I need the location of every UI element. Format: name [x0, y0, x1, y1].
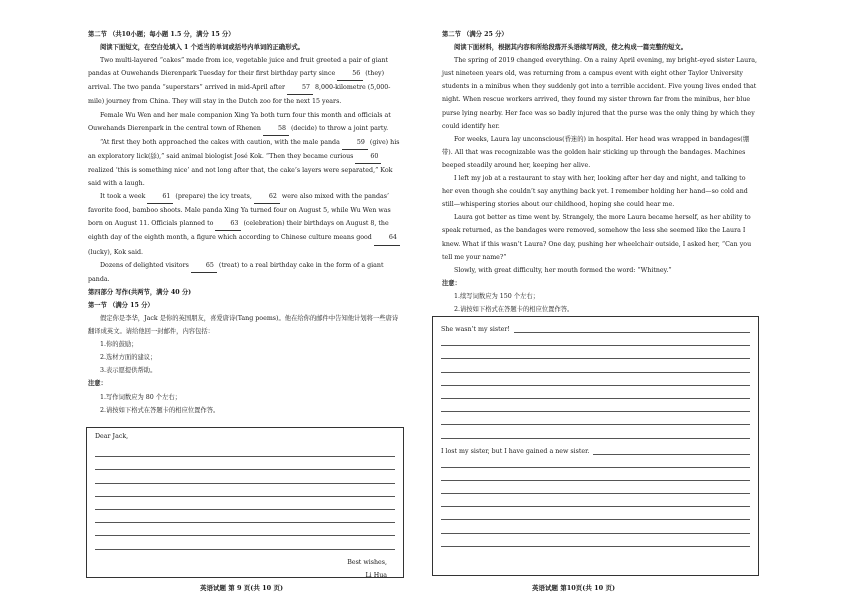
answer-line[interactable]: [441, 534, 750, 547]
page-10-footer: 英语试题 第10页(共 10 页): [532, 584, 616, 592]
story-paragraph-4: Laura got better as time went by. Strangely, the more Laura became herself, as her ability to speak returned, as the bandages were removed, somehow the less she seemed like the Laura I knew. What if this wasn’t Laura? One day, pushing her wheelchair outside, I asked her, “Can you tell me your name?”: [442, 214, 752, 261]
letter-signature: Li Hua: [365, 571, 387, 579]
blank-63[interactable]: 63: [215, 217, 241, 231]
answer-line[interactable]: [95, 536, 395, 549]
note-1: 1.续写词数应为 150 个左右；: [454, 292, 539, 300]
answer-line[interactable]: [441, 494, 750, 507]
task-point-1: 1.你的鼓励；: [100, 341, 138, 349]
answer-line[interactable]: [441, 333, 750, 346]
answer-line[interactable]: [441, 399, 750, 412]
continuation-instruction: 阅读下面材料，根据其内容和所给段落开头语续写两段，使之构成一篇完整的短文。: [454, 44, 687, 52]
answer-line[interactable]: [441, 425, 750, 438]
task-point-2: 2.选材方面的建议；: [100, 354, 157, 362]
page-9-content: [88, 28, 403, 417]
passage-paragraph-3: “At first they both approached the cakes with caution, with the male panda 59 (give) his an exploratory lick(舔),” said animal biologist José Kok. “Then they became curious 60 realized ‘this is something nice’ and not long after that, the cake’s layers were separated,” Kok said with a laugh.: [88, 136, 403, 190]
answer-line[interactable]: [95, 457, 395, 470]
blank-61[interactable]: 61: [147, 190, 173, 204]
answer-line[interactable]: [441, 455, 750, 468]
story-paragraph-3: I left my job at a restaurant to stay with her, looking after her day and night, and talking to her even though she couldn’t say anything back yet. I remember holding her hand—so cold and still—whispering stories about our childhood, hoping she could hear me.: [442, 175, 748, 209]
answer-line[interactable]: [441, 373, 750, 386]
story-paragraph-5: Slowly, with great difficulty, her mouth formed the word: “Whitney.”: [454, 266, 672, 274]
blank-56[interactable]: 56: [337, 67, 363, 81]
task-point-3: 3.表示愿提供帮助。: [100, 367, 157, 375]
opener-line-1[interactable]: [441, 323, 750, 333]
story-paragraph-1: The spring of 2019 changed everything. On a rainy April evening, my bright-eyed sister Laura, just nineteen years old, was returning from a campus event with eight other Taylor University students in a minibus when they suddenly got into a terrible accident. Five young lives ended that night. When rescue workers arrived, they found my sister thrown far from the minibus, her blue purse lying nearby. Her face was so badly injured that the purse was the only thing by which they could identify her.: [442, 57, 757, 130]
section1-title: 第一节 （满分 15 分）: [88, 301, 154, 309]
note-2: 2.请按如下格式在答题卡的相应位置作答。: [454, 305, 574, 313]
page-10: [430, 0, 860, 608]
answer-line[interactable]: [441, 346, 750, 359]
note-1: 1.写作词数应为 80 个左右；: [100, 393, 181, 401]
note-2: 2.请按如下格式在答题卡的相应位置作答。: [100, 406, 220, 414]
continuation-answer-box[interactable]: [432, 316, 759, 576]
answer-line[interactable]: [441, 468, 750, 481]
opener-1: She wasn’t my sister!: [441, 326, 510, 333]
page-10-content: [442, 28, 757, 316]
passage-paragraph-4: It took a week 61 (prepare) the icy treats, 62 were also mixed with the pandas’ favorite food, bamboo shoots. Male panda Xing Ya turned four on August 5, while Wu Wen was born on August 11. Officials planned to 63 (celebration) their birthdays on August 8, the eighth day of the eighth month, a figure which according to Chinese culture means good 64 (lucky), Kok said.: [88, 190, 403, 258]
blank-59[interactable]: 59: [342, 136, 368, 150]
answer-line[interactable]: [441, 412, 750, 425]
note-title: 注意：: [88, 380, 107, 388]
blank-60[interactable]: 60: [355, 150, 381, 164]
section2-title: 第二节 （共10小题；每小题 1.5 分，满分 15 分）: [88, 31, 235, 38]
writing-task: 假定你是李华，Jack 是你的英国朋友，喜爱唐诗(Tang poems)。他在给你的邮件中告知他计划将一些唐诗翻译成英文。请给他回一封邮件，内容包括：: [88, 314, 399, 336]
answer-line[interactable]: [95, 470, 395, 483]
page-9-footer: 英语试题 第 9 页(共 10 页): [200, 584, 284, 592]
passage-paragraph-5: Dozens of delighted visitors 65 (treat) to a real birthday cake in the form of a giant panda.: [88, 259, 403, 286]
letter-answer-box[interactable]: [86, 427, 404, 578]
answer-line[interactable]: [441, 481, 750, 494]
opener-line-2[interactable]: [441, 445, 750, 455]
blank-62[interactable]: 62: [254, 190, 280, 204]
answer-line[interactable]: [95, 484, 395, 497]
letter-greeting: Dear Jack,: [95, 433, 129, 440]
passage-paragraph-2: Female Wu Wen and her male companion Xing Ya both turn four this month and officials at Ouwehands Dierenpark in the central town of Rhenen 58 (decide) to throw a joint party.: [88, 109, 403, 136]
section2-title: 第二节 （满分 25 分）: [442, 31, 508, 38]
story-paragraph-2: For weeks, Laura lay unconscious(昏迷的) in hospital. Her head was wrapped in bandages(绷带). All that was recognizable was the golden hair sticking up through the bandages. Machines beeped steadily around her, keeping her alive.: [442, 135, 750, 169]
blank-65[interactable]: 65: [191, 259, 217, 273]
blank-64[interactable]: 64: [374, 231, 400, 245]
answer-line[interactable]: [95, 523, 395, 536]
answer-line[interactable]: [441, 386, 750, 399]
answer-line[interactable]: [441, 520, 750, 533]
letter-closing: Best wishes,: [347, 558, 387, 566]
opener-2: I lost my sister, but I have gained a new sister.: [441, 447, 590, 455]
blank-57[interactable]: 57: [287, 81, 313, 95]
answer-line[interactable]: [95, 497, 395, 510]
answer-line[interactable]: [441, 507, 750, 520]
part4-title: 第四部分 写作(共两节，满分 40 分): [88, 288, 192, 296]
section2-instruction: 阅读下面短文，在空白处填入 1 个适当的单词或括号内单词的正确形式。: [100, 44, 304, 52]
blank-58[interactable]: 58: [263, 122, 289, 136]
answer-line[interactable]: [441, 359, 750, 372]
answer-line[interactable]: [95, 444, 395, 457]
passage-paragraph-1: Two multi-layered “cakes” made from ice, vegetable juice and fruit greeted a pair of giant pandas at Ouwehands Dierenpark Tuesday for their first birthday party since 56 (they) arrival. The two panda “superstars” arrived in mid-April after 57 8,000-kilometre (5,000-mile) journey from China. They will stay in the Dutch zoo for the next 15 years.: [88, 57, 391, 106]
answer-line[interactable]: [95, 510, 395, 523]
note-title: 注意：: [442, 279, 461, 287]
